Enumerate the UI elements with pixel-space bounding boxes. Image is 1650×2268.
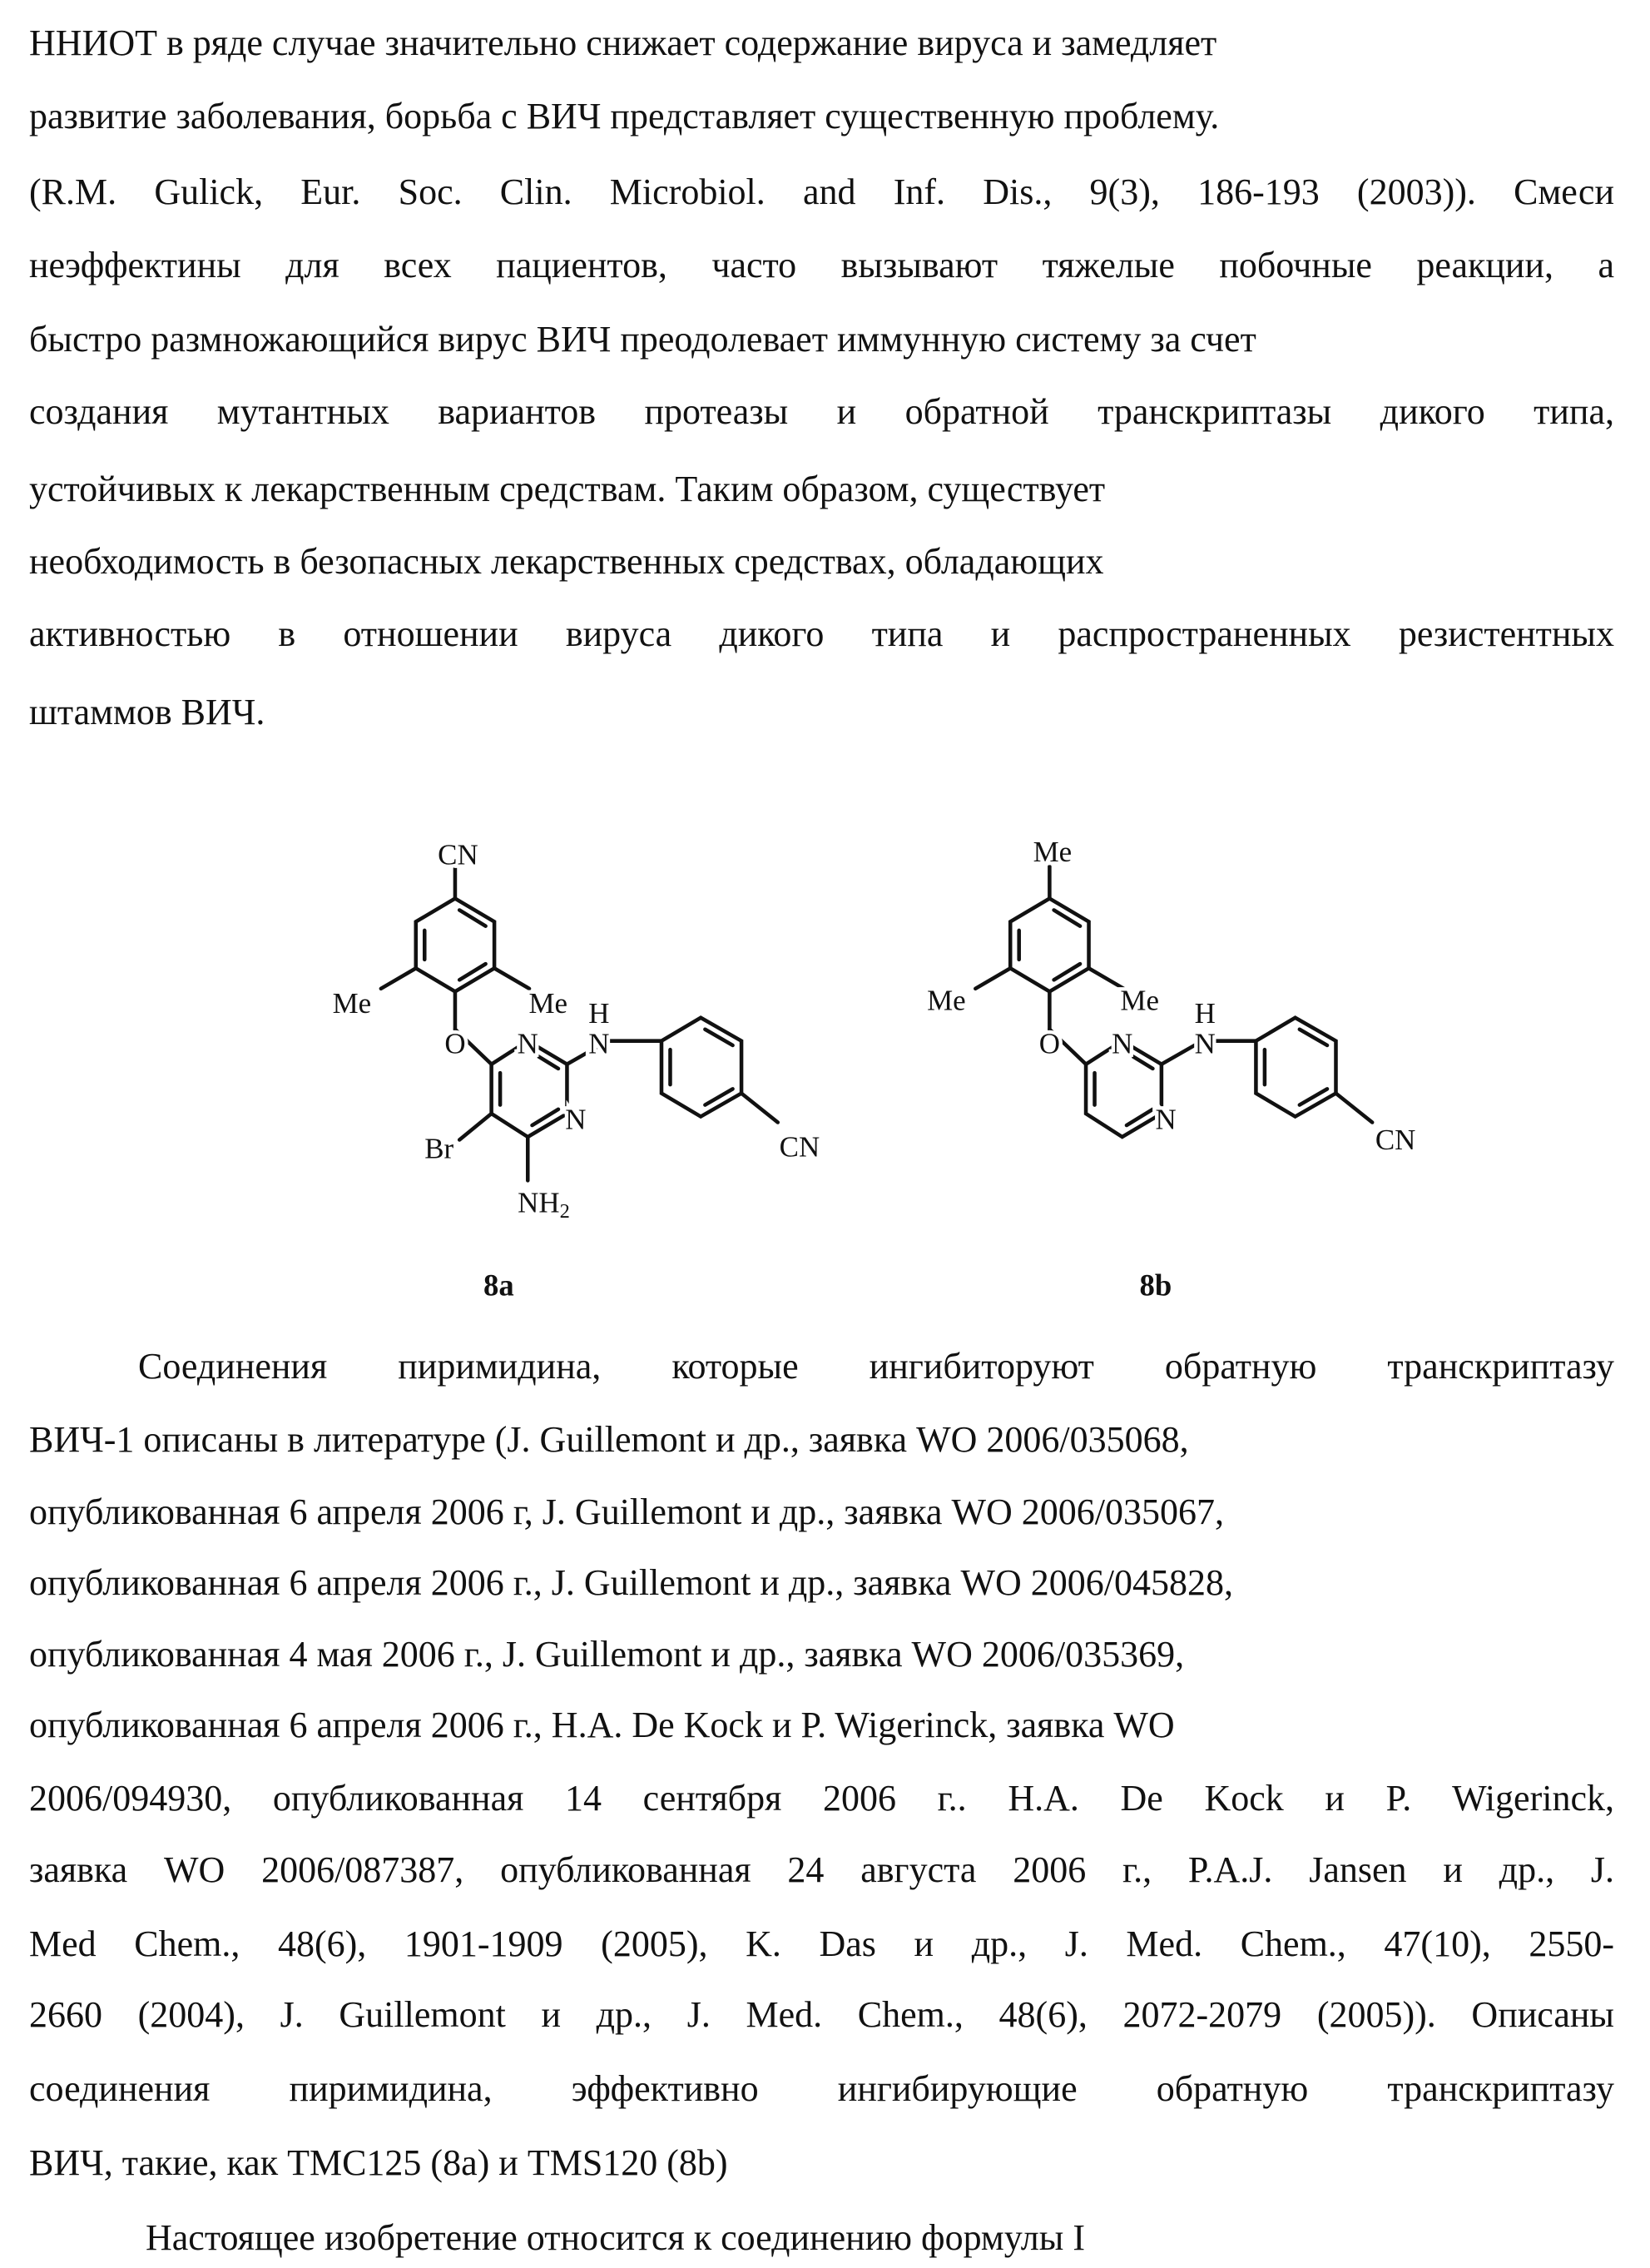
text-line: необходимость в безопасных лекарственных средствах, обладающих bbox=[29, 538, 1614, 585]
label-8b-n1: N bbox=[1156, 1104, 1177, 1136]
label-8a-n1: N bbox=[565, 1104, 586, 1136]
text-line: быстро размножающийся вирус ВИЧ преодолевает иммунную систему за счет bbox=[29, 316, 1614, 363]
text-line: Соединения пиримидина, которые ингибиторуют обратную транскриптазу bbox=[138, 1343, 1614, 1390]
label-8a-n3: N bbox=[518, 1028, 538, 1060]
text-line: ВИЧ-1 описаны в литературе (J. Guillemont и др., заявка WO 2006/035068, bbox=[29, 1417, 1614, 1463]
label-8a-nh-n: N bbox=[588, 1028, 609, 1060]
label-8b-oxygen: O bbox=[1039, 1028, 1060, 1060]
text-line: штаммов ВИЧ. bbox=[29, 689, 1614, 736]
label-8b-me-left: Me bbox=[927, 984, 966, 1016]
label-8b-me-top: Me bbox=[1033, 836, 1073, 868]
text-line: соединения пиримидина, эффективно ингибирующие обратную транскриптазу bbox=[29, 2066, 1614, 2112]
text-line: (R.M. Gulick, Eur. Soc. Clin. Microbiol. and Inf. Dis., 9(3), 186-193 (2003)). Смеси bbox=[29, 169, 1614, 216]
structure-8a bbox=[333, 839, 820, 1303]
structure-8b bbox=[927, 836, 1415, 1303]
paragraph-invention-statement: Настоящее изобретение относится к соединению формулы I bbox=[146, 2215, 1650, 2261]
text-line: заявка WO 2006/087387, опубликованная 24 августа 2006 г., P.A.J. Jansen и др., J. bbox=[29, 1847, 1614, 1893]
label-8a-nh-h: H bbox=[588, 997, 609, 1030]
label-8a-me-left: Me bbox=[333, 987, 372, 1020]
text-line: создания мутантных вариантов протеазы и обратной транскриптазы дикого типа, bbox=[29, 389, 1614, 435]
text-line: 2006/094930, опубликованная 14 сентября 2006 г.. H.A. De Kock и P. Wigerinck, bbox=[29, 1775, 1614, 1822]
label-8a-bromine: Br bbox=[424, 1132, 453, 1164]
text-line: развитие заболевания, борьба с ВИЧ представляет существенную проблему. bbox=[29, 93, 1614, 140]
label-8a-me-right: Me bbox=[528, 987, 567, 1020]
text-line: Med Chem., 48(6), 1901-1909 (2005), K. Das и др., J. Med. Chem., 47(10), 2550- bbox=[29, 1921, 1614, 1968]
text-line: опубликованная 6 апреля 2006 г., H.A. De Kock и P. Wigerinck, заявка WO bbox=[29, 1702, 1614, 1749]
text-line: опубликованная 6 апреля 2006 г, J. Guillemont и др., заявка WO 2006/035067, bbox=[29, 1489, 1614, 1536]
caption-8a: 8a bbox=[483, 1268, 514, 1303]
label-8a-cn: CN bbox=[780, 1131, 820, 1164]
caption-8b: 8b bbox=[1140, 1268, 1172, 1303]
text-line: ННИОТ в ряде случае значительно снижает содержание вируса и замедляет bbox=[29, 20, 1614, 67]
text-line: устойчивых к лекарственным средствам. Таким образом, существует bbox=[29, 466, 1614, 513]
label-8b-cn: CN bbox=[1375, 1124, 1416, 1156]
text-line: опубликованная 4 мая 2006 г., J. Guillemont и др., заявка WO 2006/035369, bbox=[29, 1631, 1614, 1678]
text-line: активностью в отношении вируса дикого типа и распространенных резистентных bbox=[29, 611, 1614, 658]
label-8b-nh-n: N bbox=[1195, 1028, 1216, 1060]
chemical-structures-figure bbox=[0, 0, 1650, 2268]
label-8a-nh2 bbox=[518, 1186, 570, 1222]
text-line: опубликованная 6 апреля 2006 г., J. Guillemont и др., заявка WO 2006/045828, bbox=[29, 1560, 1614, 1606]
label-8b-nh-h: H bbox=[1195, 997, 1216, 1030]
label-8a-oxygen: O bbox=[444, 1028, 465, 1060]
label-8a-nh2-main: NH bbox=[518, 1186, 559, 1218]
text-line: 2660 (2004), J. Guillemont и др., J. Med. Chem., 48(6), 2072-2079 (2005)). Описаны bbox=[29, 1992, 1614, 2038]
text-line: ВИЧ, такие, как TMC125 (8a) и TMS120 (8b) bbox=[29, 2140, 1614, 2186]
label-8b-me-right: Me bbox=[1120, 984, 1159, 1016]
label-8b-n3: N bbox=[1112, 1028, 1132, 1060]
text-line: неэффектины для всех пациентов, часто вызывают тяжелые побочные реакции, а bbox=[29, 242, 1614, 289]
label-8a-nh2-sub: 2 bbox=[560, 1200, 570, 1223]
label-8a-cn-top: CN bbox=[438, 839, 478, 871]
structure-8b-bonds bbox=[975, 866, 1372, 1137]
